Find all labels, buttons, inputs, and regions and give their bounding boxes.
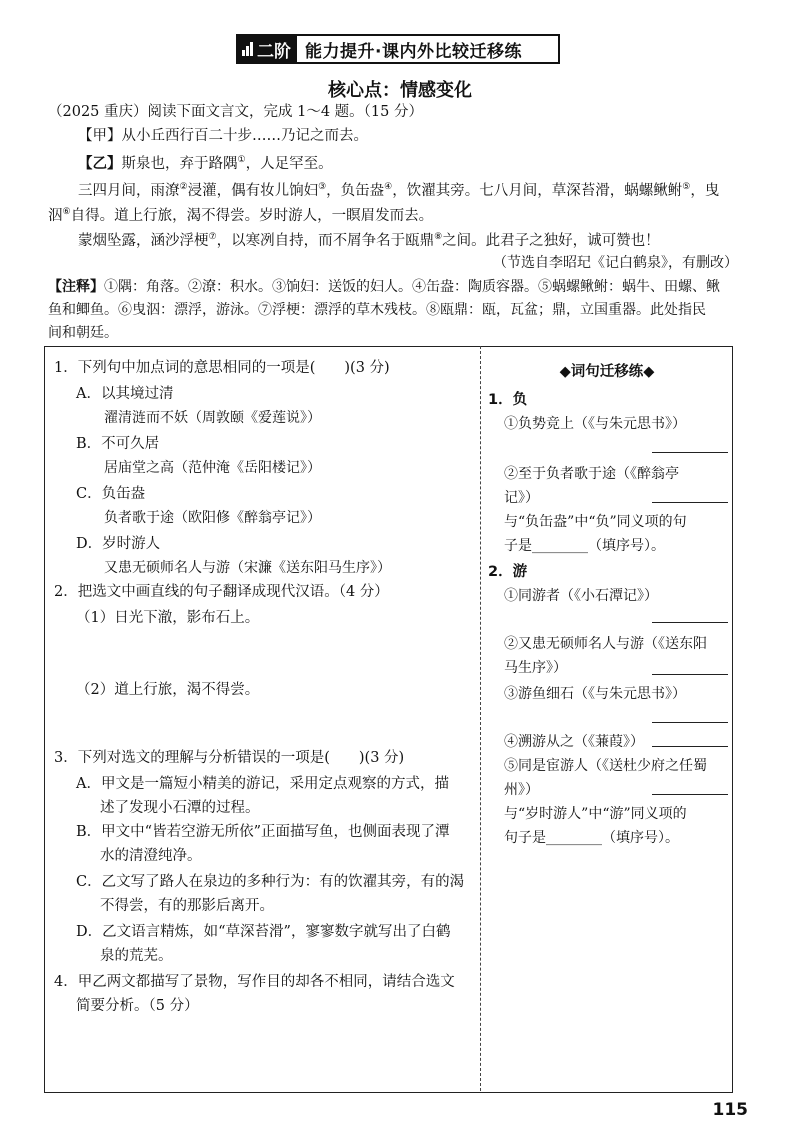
side-fu-heading: 1．负: [488, 392, 528, 408]
notes-line3: 间和朝廷。: [48, 325, 118, 341]
answer-line: [652, 746, 728, 747]
bar-chart-icon: [242, 42, 253, 56]
core-title: 核心点：情感变化: [328, 80, 472, 101]
side-you-5-cont: 州》）: [504, 782, 539, 798]
side-you-heading: 2．游: [488, 564, 528, 580]
q3-option-a: A．甲文是一篇短小精美的游记，采用定点观察的方式，描: [76, 776, 449, 792]
q3-option-a-cont: 述了发现小石潭的过程。: [100, 800, 260, 816]
side-fu-question: 与“负缶盎”中“负”同义项的句: [504, 514, 687, 530]
side-you-2-cont: 马生序》）: [504, 660, 567, 676]
page-number: 115: [712, 1100, 748, 1120]
q2-stem: 2．把选文中画直线的句子翻译成现代汉语。（4 分）: [54, 584, 389, 600]
passage-yi-p2-line1: 三四月间，雨潦②浸灌，偶有妆儿饷妇③，负缶盎④，饮濯其旁。七八月间，草深苔滑，蜗螺鳅鲋⑤，曳: [78, 182, 720, 199]
q3-option-b-cont: 水的清澄纯净。: [100, 848, 202, 864]
side-heading: ◆词句迁移练◆: [559, 364, 655, 380]
q1-option-a-ref: 濯清涟而不妖（周敦颐《爱莲说》）: [104, 410, 321, 426]
q3-option-c: C．乙文写了路人在泉边的多种行为：有的饮濯其旁，有的渴: [76, 874, 465, 890]
passage-yi-p3: 蒙烟坠露，涵沙浮梗⑦，以寒冽自持，而不屑争名于瓯鼎⑧之间。此君子之独好，诚可赞也！: [78, 232, 660, 249]
q3-option-d: D．乙文语言精炼，如“草深苔滑”，寥寥数字就写出了白鹤: [76, 924, 451, 940]
q1-stem: 1．下列句中加点词的意思相同的一项是( )(3 分): [54, 360, 390, 376]
side-fu-question-cont: 子是________（填序号）。: [504, 538, 665, 554]
q1-option-a: A．以其境过清: [76, 386, 174, 402]
column-divider: [480, 346, 481, 1091]
q4-stem: 4．甲乙两文都描写了景物，写作目的却各不相同，请结合选文: [54, 974, 455, 990]
q1-option-b: B．不可久居: [76, 436, 160, 452]
passage-yi-line: 【乙】斯泉也，弃于路隅①，人足罕至。: [78, 155, 333, 172]
answer-line: [652, 452, 728, 453]
side-you-3: ③游鱼细石（《与朱元思书》）: [504, 686, 686, 702]
intro-line: （2025 重庆）阅读下面文言文，完成 1～4 题。（15 分）: [48, 104, 423, 120]
side-fu-2: ②至于负者歌于途（《醉翁亭: [504, 466, 679, 482]
q1-option-b-ref: 居庙堂之高（范仲淹《岳阳楼记》）: [104, 460, 321, 476]
notes-line2: 鱼和鲫鱼。⑥曳泅：漂浮，游泳。⑦浮梗：漂浮的草木残枝。⑧瓯鼎：瓯，瓦盆；鼎，立国重器。此处指民: [48, 302, 706, 318]
answer-line: [652, 622, 728, 623]
q3-option-c-cont: 不得尝，有的那影后离开。: [100, 898, 274, 914]
q3-option-d-cont: 泉的荒芜。: [100, 948, 173, 964]
q3-stem: 3．下列对选文的理解与分析错误的一项是( )(3 分): [54, 750, 405, 766]
side-you-question: 与“岁时游人”中“游”同义项的: [504, 806, 687, 822]
answer-line: [652, 722, 728, 723]
section-banner: [236, 34, 560, 64]
side-fu-2-cont: 记》）: [504, 490, 539, 506]
q3-option-b: B．甲文中“皆若空游无所依”正面描写鱼，也侧面表现了潭: [76, 824, 450, 840]
q4-stem-cont: 简要分析。（5 分）: [76, 998, 199, 1014]
q1-option-c-ref: 负者歌于途（欧阳修《醉翁亭记》）: [104, 510, 321, 526]
passage-source: （节选自李昭玘《记白鹤泉》，有删改）: [493, 255, 738, 271]
q1-option-d-ref: 又患无硕师名人与游（宋濂《送东阳马生序》）: [104, 560, 391, 576]
answer-line: [652, 502, 728, 503]
q2-sentence-1: （1）日光下澈，影布石上。: [76, 610, 260, 626]
side-you-question-cont: 句子是________（填序号）。: [504, 830, 679, 846]
banner-stage: 二阶: [238, 36, 297, 62]
side-fu-1: ①负势竞上（《与朱元思书》）: [504, 416, 686, 432]
side-you-4: ④溯游从之（《蒹葭》）: [504, 734, 644, 750]
q2-sentence-2: （2）道上行旅，渴不得尝。: [76, 682, 260, 698]
side-you-5: ⑤同是宦游人（《送杜少府之任蜀: [504, 758, 707, 774]
passage-yi-p2-line2: 泅⑥自得。道上行旅，渴不得尝。岁时游人，一瞑眉发而去。: [48, 207, 434, 224]
q1-option-c: C．负缶盎: [76, 486, 146, 502]
q1-option-d: D．岁时游人: [76, 536, 161, 552]
answer-line: [652, 794, 728, 795]
answer-line: [652, 674, 728, 675]
notes-line1: 【注释】①隅：角落。②潦：积水。③饷妇：送饭的妇人。④缶盎：陶质容器。⑤蜗螺鳅鲋：蜗牛、田螺、鳅: [48, 279, 720, 295]
side-you-2: ②又患无硕师名人与游（《送东阳: [504, 636, 707, 652]
banner-title: 能力提升·课内外比较迁移练: [305, 41, 522, 62]
passage-jia: 【甲】从小丘西行百二十步……乃记之而去。: [78, 128, 368, 144]
side-you-1: ①同游者（《小石潭记》）: [504, 588, 658, 604]
